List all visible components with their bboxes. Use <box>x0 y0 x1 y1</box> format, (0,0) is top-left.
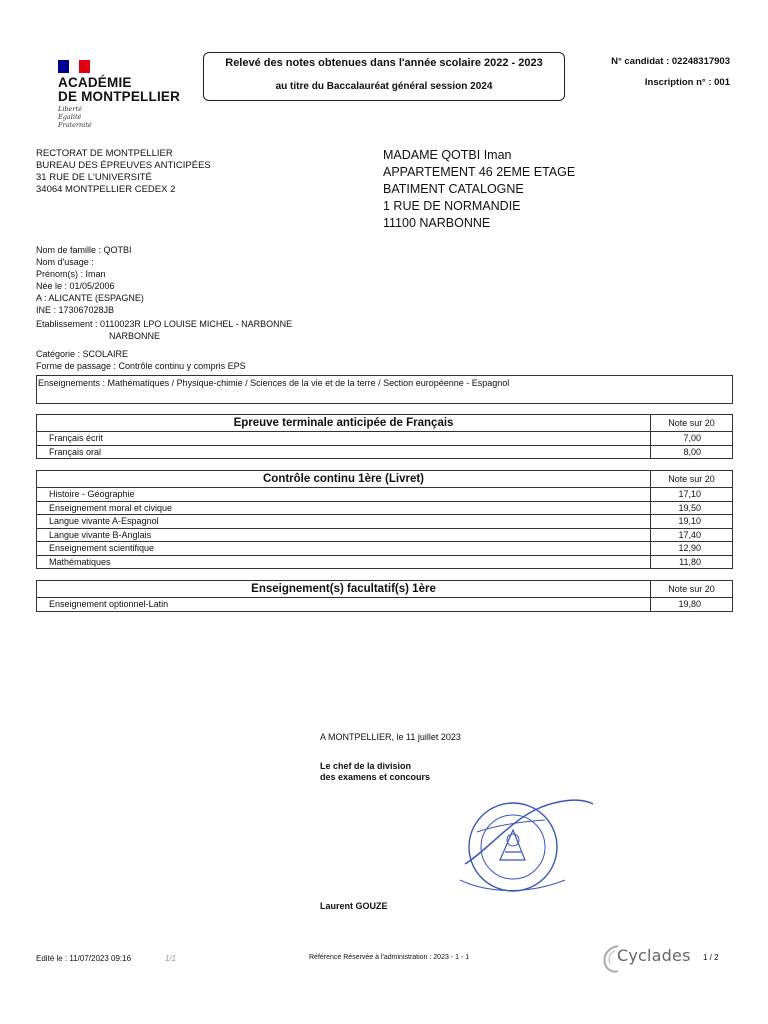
subject-label: Enseignement scientifique <box>37 542 651 556</box>
recipient-line: APPARTEMENT 46 2EME ETAGE <box>383 165 576 179</box>
signatory-role: Le chef de la division <box>320 761 412 771</box>
identity-family-name: Nom de famille : QOTBI <box>36 245 132 255</box>
note-header: Note sur 20 <box>651 415 733 432</box>
grades-table-controle-continu <box>36 470 733 569</box>
subject-label: Enseignement moral et civique <box>37 501 651 515</box>
identity-first-name: Prénom(s) : Iman <box>36 269 106 279</box>
table-row <box>37 445 733 459</box>
table-row <box>37 555 733 569</box>
signatory-name: Laurent GOUZE <box>320 901 388 911</box>
note-header: Note sur 20 <box>651 471 733 488</box>
motto-liberte: Liberté <box>58 105 82 113</box>
table-row <box>37 488 733 502</box>
signatory-role-continued: des examens et concours <box>320 772 431 782</box>
sender-line: 31 RUE DE L'UNIVERSITÉ <box>36 172 152 183</box>
candidate-number: N° candidat : 02248317903 <box>611 56 730 67</box>
logo-academy-line1: ACADÉMIE <box>58 75 132 90</box>
table-header-row <box>37 581 733 598</box>
grade-value: 19,50 <box>651 501 733 515</box>
subject-label: Enseignement optionnel-Latin <box>37 598 651 612</box>
logo-academy-line2: DE MONTPELLIER <box>58 89 181 104</box>
table-title: Contrôle continu 1ère (Livret) <box>37 471 651 488</box>
page-number: 1 / 2 <box>703 953 719 962</box>
table-row <box>37 501 733 515</box>
subject-label: Français écrit <box>37 432 651 446</box>
sender-line: RECTORAT DE MONTPELLIER <box>36 148 173 159</box>
grade-value: 8,00 <box>651 445 733 459</box>
grade-value: 19,80 <box>651 598 733 612</box>
inscription-number: Inscription n° : 001 <box>644 77 730 88</box>
grade-value: 19,10 <box>651 515 733 529</box>
motto-fraternite: Fraternité <box>58 121 92 129</box>
forme-de-passage: Forme de passage : Contrôle continu y compris EPS <box>36 361 246 371</box>
subject-label: Langue vivante A-Espagnol <box>37 515 651 529</box>
page-indicator: 1/1 <box>165 954 177 963</box>
table-header-row <box>37 471 733 488</box>
identity-birth-place: A : ALICANTE (ESPAGNE) <box>36 293 144 303</box>
admin-reference: Référence Réservée à l'administration : 2023 - 1 - 1 <box>309 954 470 961</box>
note-header: Note sur 20 <box>651 581 733 598</box>
grade-value: 7,00 <box>651 432 733 446</box>
table-title: Enseignement(s) facultatif(s) 1ère <box>37 581 651 598</box>
table-row <box>37 432 733 446</box>
table-row <box>37 598 733 612</box>
subject-label: Histoire - Géographie <box>37 488 651 502</box>
subject-label: Mathématiques <box>37 555 651 569</box>
official-stamp-icon <box>455 792 595 898</box>
grades-table-francais <box>36 414 733 459</box>
cyclades-logo-text: Cyclades <box>617 946 691 965</box>
identity-usage-name: Nom d'usage : <box>36 257 94 267</box>
subject-label: Langue vivante B-Anglais <box>37 528 651 542</box>
table-title: Epreuve terminale anticipée de Français <box>37 415 651 432</box>
motto-egalite: Égalité <box>58 113 82 121</box>
grades-table-facultatif <box>36 580 733 612</box>
recipient-line: 1 RUE DE NORMANDIE <box>383 199 521 213</box>
grade-value: 17,10 <box>651 488 733 502</box>
table-row <box>37 542 733 556</box>
identity-school: Etablissement : 0110023R LPO LOUISE MICHEL - NARBONNE <box>36 319 293 329</box>
category: Catégorie : SCOLAIRE <box>36 349 129 359</box>
grade-value: 17,40 <box>651 528 733 542</box>
sender-line: 34064 MONTPELLIER CEDEX 2 <box>36 184 176 195</box>
edited-timestamp: Edité le : 11/07/2023 09:16 <box>36 954 132 963</box>
place-and-date: A MONTPELLIER, le 11 juillet 2023 <box>320 732 461 742</box>
table-row <box>37 528 733 542</box>
grade-value: 12,90 <box>651 542 733 556</box>
sender-line: BUREAU DES ÉPREUVES ANTICIPÉES <box>36 160 211 171</box>
recipient-line: BATIMENT CATALOGNE <box>383 182 524 196</box>
document-subtitle: au titre du Baccalauréat général session 2024 <box>275 81 493 92</box>
subject-label: Français oral <box>37 445 651 459</box>
table-row <box>37 515 733 529</box>
identity-ine: INE : 173067028JB <box>36 305 115 315</box>
enseignements-text: Enseignements : Mathématiques / Physique-chimie / Sciences de la vie et de la terre / Section européenne - Espagnol <box>38 378 510 388</box>
identity-birth-date: Née le : 01/05/2006 <box>36 281 115 291</box>
recipient-line: MADAME QOTBI Iman <box>383 148 512 162</box>
marianne-logo-icon <box>58 60 90 73</box>
recipient-line: 11100 NARBONNE <box>383 216 491 230</box>
document-title: Relevé des notes obtenues dans l'année scolaire 2022 - 2023 <box>225 57 543 69</box>
identity-school-city: NARBONNE <box>109 331 161 341</box>
table-header-row <box>37 415 733 432</box>
grade-value: 11,80 <box>651 555 733 569</box>
